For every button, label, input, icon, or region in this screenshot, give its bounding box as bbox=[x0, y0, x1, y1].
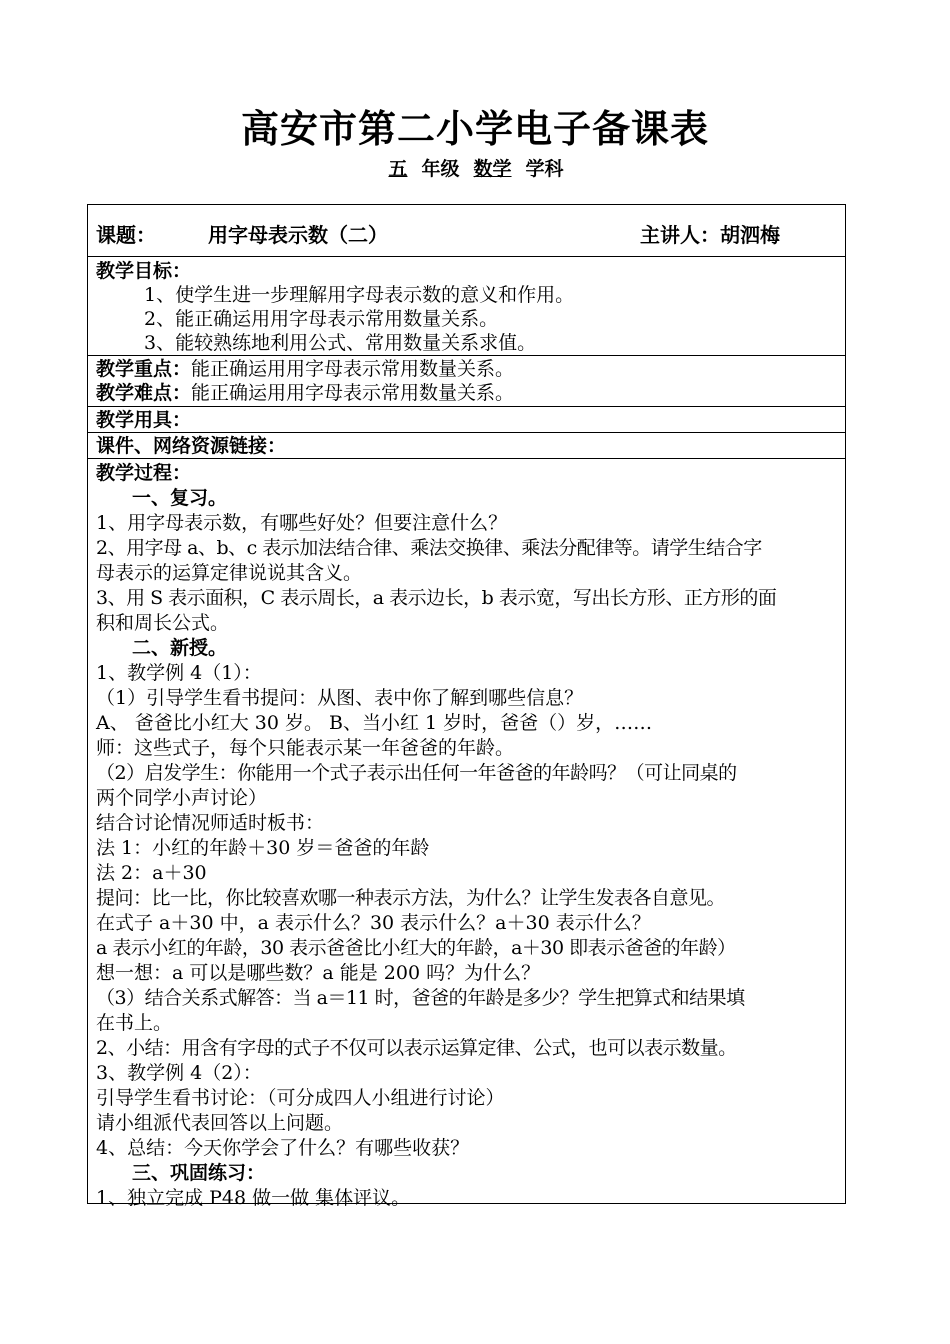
topic-row bbox=[88, 205, 845, 257]
key-point-label: 教学重点： bbox=[96, 358, 192, 380]
process-line: 师：这些式子，每个只能表示某一年爸爸的年龄。 bbox=[96, 737, 515, 759]
process-line: （3）结合关系式解答：当 a＝11 时，爸爸的年龄是多少？学生把算式和结果填 bbox=[96, 987, 745, 1009]
tools-row bbox=[88, 407, 845, 433]
process-line: 在式子 a＋30 中，a 表示什么？30 表示什么？a＋30 表示什么？ bbox=[96, 912, 651, 934]
difficulty-text: 能正确运用用字母表示常用数量关系。 bbox=[191, 382, 515, 404]
key-point-text: 能正确运用用字母表示常用数量关系。 bbox=[191, 358, 515, 380]
objective-item: 3、能较熟练地利用公式、常用数量关系求值。 bbox=[144, 332, 537, 354]
process-line: 结合讨论情况师适时板书： bbox=[96, 812, 325, 834]
objectives-label: 教学目标： bbox=[96, 260, 192, 282]
lecturer-label: 主讲人： bbox=[640, 223, 720, 247]
process-line: 法 1：小红的年龄＋30 岁＝爸爸的年龄 bbox=[96, 837, 430, 859]
key-points-row bbox=[88, 356, 845, 407]
process-line: 2、小结：用含有字母的式子不仅可以表示运算定律、公式，也可以表示数量。 bbox=[96, 1037, 737, 1059]
difficulty-label: 教学难点： bbox=[96, 382, 192, 404]
section-heading: 一、复习。 bbox=[132, 487, 228, 509]
process-line: 提问：比一比，你比较喜欢哪一种表示方法，为什么？让学生发表各自意见。 bbox=[96, 887, 726, 909]
objectives-row bbox=[88, 257, 845, 356]
subject-value: 数学 bbox=[473, 158, 512, 180]
process-line: 母表示的运算定律说说其含义。 bbox=[96, 562, 363, 584]
resources-row bbox=[88, 433, 845, 459]
process-line: 两个同学小声讨论） bbox=[96, 787, 268, 809]
lecturer-name: 胡泗梅 bbox=[720, 223, 780, 247]
objective-item: 2、能正确运用用字母表示常用数量关系。 bbox=[144, 308, 499, 330]
process-line: 请小组派代表回答以上问题。 bbox=[96, 1112, 344, 1134]
resources-label: 课件、网络资源链接： bbox=[96, 435, 287, 457]
objective-item: 1、使学生进一步理解用字母表示数的意义和作用。 bbox=[144, 284, 575, 306]
process-line: A、 爸爸比小红大 30 岁。 B、当小红 1 岁时，爸爸（）岁，…… bbox=[96, 712, 653, 734]
difficulty bbox=[96, 381, 514, 405]
section-heading: 二、新授。 bbox=[132, 637, 228, 659]
grade-subject-line bbox=[0, 156, 950, 182]
process-line: 想一想：a 可以是哪些数？a 能是 200 吗？为什么？ bbox=[96, 962, 541, 984]
process-line: a 表示小红的年龄，30 表示爸爸比小红大的年龄，a＋30 即表示爸爸的年龄） bbox=[96, 937, 736, 959]
process-line: （1）引导学生看书提问：从图、表中你了解到哪些信息？ bbox=[96, 687, 584, 709]
tools-label: 教学用具： bbox=[96, 409, 192, 431]
process-label: 教学过程： bbox=[96, 462, 192, 484]
process-line: 3、教学例 4（2）： bbox=[96, 1062, 262, 1084]
process-row bbox=[88, 459, 845, 1209]
page-title: 高安市第二小学电子备课表 bbox=[240, 107, 709, 151]
lecturer bbox=[640, 219, 780, 248]
process-line: 法 2：a＋30 bbox=[96, 862, 207, 884]
process-line: 1、教学例 4（1）： bbox=[96, 662, 262, 684]
process-line: 1、独立完成 P48 做一做 集体评议。 bbox=[96, 1187, 411, 1209]
process-line: 积和周长公式。 bbox=[96, 612, 230, 634]
topic-label: 课题： bbox=[96, 223, 156, 247]
process-line: （2）启发学生：你能用一个式子表示出任何一年爸爸的年龄吗？（可让同桌的 bbox=[96, 762, 737, 784]
key-point bbox=[96, 357, 514, 381]
process-line: 引导学生看书讨论：（可分成四人小组进行讨论） bbox=[96, 1087, 505, 1109]
process-line: 在书上。 bbox=[96, 1012, 173, 1034]
process-line: 4、总结：今天你学会了什么？有哪些收获？ bbox=[96, 1137, 470, 1159]
topic-value: 用字母表示数（二） bbox=[208, 223, 388, 247]
section-heading: 三、巩固练习： bbox=[132, 1162, 266, 1184]
process-line: 1、用字母表示数，有哪些好处？但要注意什么？ bbox=[96, 512, 508, 534]
grade-label: 年级 bbox=[421, 158, 460, 180]
process-line: 2、用字母 a、b、c 表示加法结合律、乘法交换律、乘法分配律等。请学生结合字 bbox=[96, 537, 762, 559]
process-line: 3、用 S 表示面积，C 表示周长，a 表示边长，b 表示宽，写出长方形、正方形的面 bbox=[96, 587, 777, 609]
grade-value: 五 bbox=[388, 158, 408, 180]
subject-label: 学科 bbox=[525, 158, 564, 180]
lesson-plan-table bbox=[87, 204, 846, 1209]
